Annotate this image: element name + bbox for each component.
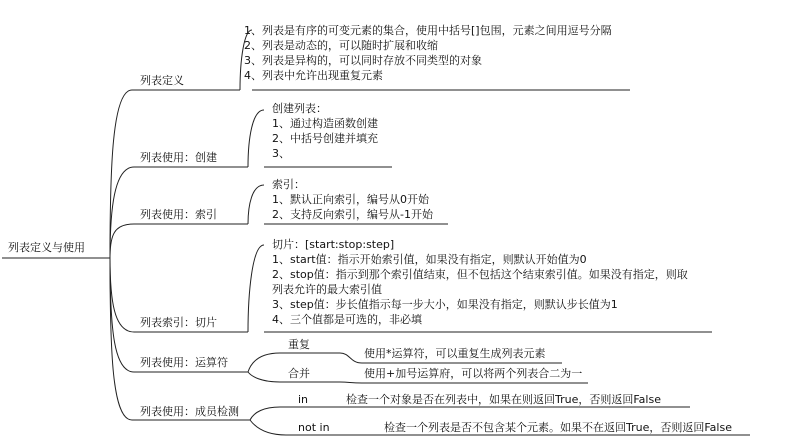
connector-branch-5	[110, 258, 134, 372]
connector-detail-4	[248, 245, 264, 332]
connector-child-4	[250, 420, 286, 435]
detail-line: 索引：	[272, 178, 305, 191]
connector-child-3	[250, 407, 280, 420]
detail-create	[272, 101, 378, 161]
branch-list-index: 列表使用：索引	[140, 208, 217, 221]
connector-branch-6	[110, 258, 132, 420]
branch-list-slice: 列表索引：切片	[140, 316, 217, 329]
detail-line: 2、stop值：指示到那个索引值结束，但不包括这个结束索引值。如果没有指定，则取	[272, 268, 688, 281]
connector-detail-3	[248, 185, 264, 224]
detail-line: 切片：[start:stop:step]	[272, 238, 395, 251]
detail-line: 3、step值：步长值指示每一步大小，如果没有指定，则默认步长值为1	[272, 298, 618, 311]
branch-list-create: 列表使用：创建	[140, 151, 217, 164]
detail-line: 1、列表是有序的可变元素的集合，使用中括号[]包围，元素之间用逗号分隔	[244, 24, 612, 37]
detail-line: 4、列表中允许出现重复元素	[244, 69, 383, 82]
connector-child-2	[248, 372, 280, 382]
connector-child-1	[248, 353, 280, 372]
child-notin-label: not in	[298, 421, 330, 434]
detail-line: 3、列表是异构的，可以同时存放不同类型的对象	[244, 54, 482, 67]
detail-line: 2、支持反向索引，编号从-1开始	[272, 208, 433, 221]
connector-detail-2	[248, 110, 264, 167]
branch-list-operators: 列表使用：运算符	[140, 356, 228, 369]
child-notin-desc: 检查一个列表是否不包含某个元素。如果不在返回True，否则返回False	[384, 421, 732, 434]
detail-line: 4、三个值都是可选的，非必填	[272, 313, 422, 326]
branch-list-definition: 列表定义	[140, 74, 184, 87]
child-repeat-desc: 使用*运算符，可以重复生成列表元素	[364, 347, 546, 360]
link-child-2	[340, 382, 588, 383]
root-topic: 列表定义与使用	[8, 241, 85, 254]
branch-list-membership: 列表使用：成员检测	[140, 405, 239, 418]
connector-branch-1	[110, 90, 132, 258]
child-repeat-label: 重复	[288, 338, 310, 351]
detail-line: 创建列表：	[272, 102, 327, 115]
connector-branch-2	[110, 167, 134, 258]
detail-slice	[272, 237, 688, 327]
detail-line: 2、中括号创建并填充	[272, 132, 378, 145]
child-in-label: in	[298, 393, 309, 406]
detail-index	[272, 177, 433, 222]
detail-line: 列表允许的最大索引值	[272, 283, 382, 296]
child-in-desc: 检查一个对象是否在列表中，如果在则返回True，否则返回False	[346, 393, 661, 406]
detail-line: 1、start值：指示开始索引值，如果没有指定，则默认开始值为0	[272, 253, 587, 266]
child-merge-label: 合并	[288, 367, 310, 380]
connector-branch-4	[110, 258, 134, 332]
detail-line: 3、	[272, 147, 290, 160]
connector-branch-3	[110, 224, 134, 258]
detail-line: 1、默认正向索引，编号从0开始	[272, 193, 429, 206]
detail-definition	[244, 23, 612, 83]
detail-line: 2、列表是动态的，可以随时扩展和收缩	[244, 39, 438, 52]
detail-line: 1、通过构造函数创建	[272, 117, 378, 130]
child-merge-desc: 使用+加号运算府，可以将两个列表合二为一	[364, 367, 583, 380]
